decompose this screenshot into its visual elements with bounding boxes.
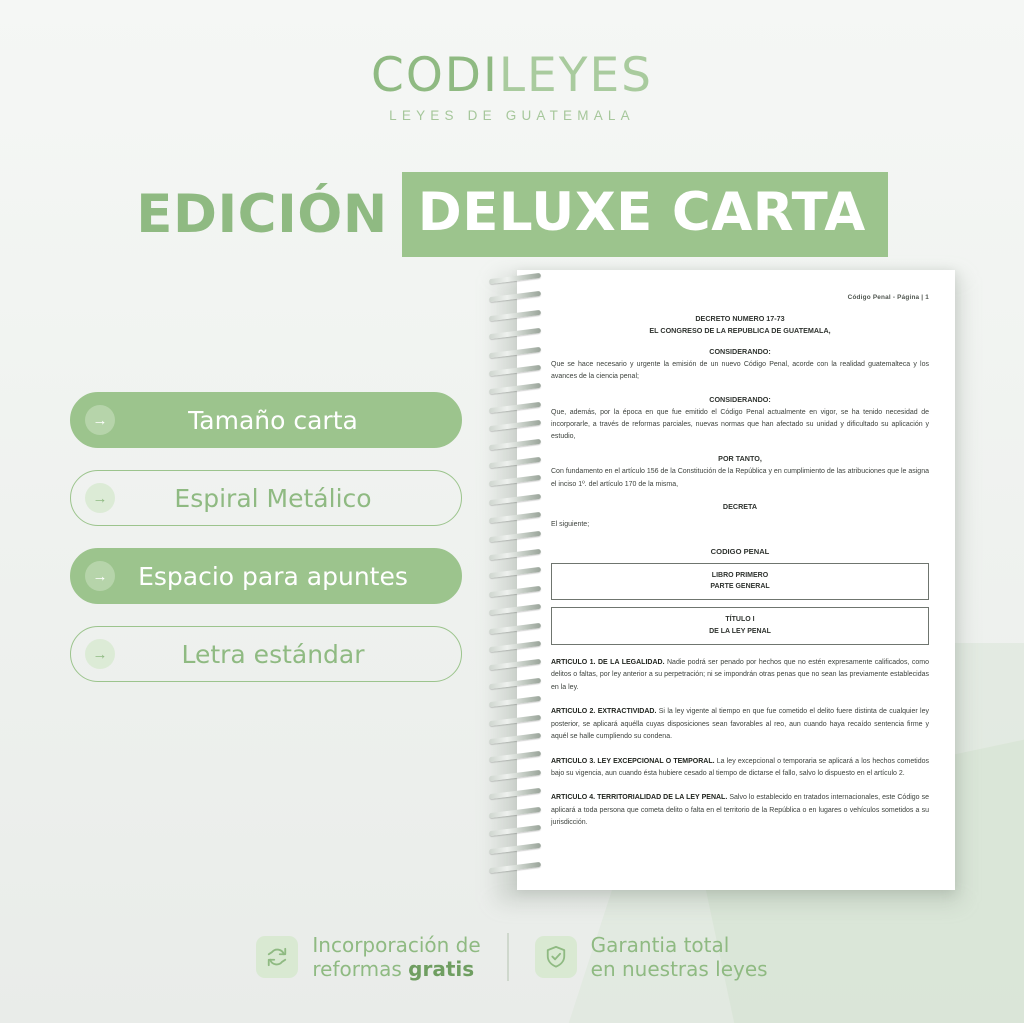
footer-divider xyxy=(507,933,509,981)
spiral-ring xyxy=(489,328,541,339)
badge-line1: Incorporación de xyxy=(312,933,481,957)
spiral-ring xyxy=(489,622,541,633)
headline-deluxe-carta: DELUXE CARTA xyxy=(402,172,888,257)
document-decreta-label: DECRETA xyxy=(722,501,758,511)
document-page xyxy=(517,270,955,890)
badge-reformas-gratis xyxy=(256,933,480,981)
feature-label: Letra estándar xyxy=(181,639,365,669)
badge-text xyxy=(312,933,480,981)
badge-garantia-total xyxy=(535,933,768,981)
document-article-text: Salvo lo establecido en tratados internacionales, este Código se aplicará a toda persona que cometa delito o falta en el territorio de la República o en lugares o vehículos sometidos a su jurisdicción. xyxy=(551,794,930,827)
brand-title-part1: CODI xyxy=(371,48,499,103)
badge-line2: en nuestras leyes xyxy=(590,957,768,981)
document-article-heading: ARTICULO 4. TERRITORIALIDAD DE LA LEY PENAL. xyxy=(551,794,728,802)
spiral-binding xyxy=(487,276,551,886)
spiral-ring xyxy=(489,494,541,505)
document-decreta-text: El siguiente; xyxy=(551,520,590,528)
badge-line2-normal: reformas xyxy=(312,957,409,981)
spiral-ring xyxy=(489,291,541,302)
document-portanto-text: Con fundamento en el artículo 156 de la Constitución de la República y en cumplimiento de las atribuciones que le asigna el inciso 1º. del artículo 170 de la misma, xyxy=(551,468,929,488)
document-article-heading: ARTICULO 3. LEY EXCEPCIONAL O TEMPORAL. xyxy=(551,757,715,765)
spiral-ring xyxy=(489,641,541,652)
spiral-ring xyxy=(489,586,541,597)
document-article xyxy=(551,756,929,781)
document-decree-number: DECRETO NUMERO 17-73 xyxy=(695,314,785,323)
document-title-line2: DE LA LEY PENAL xyxy=(709,627,771,635)
brand-logo xyxy=(0,48,1024,123)
spiral-ring xyxy=(489,402,541,413)
spiral-ring xyxy=(489,788,541,799)
document-article-heading: ARTICULO 2. EXTRACTIVIDAD. xyxy=(551,708,657,716)
feature-item-espacio-para-apuntes[interactable] xyxy=(70,548,462,604)
document-portanto-label: POR TANTO, xyxy=(718,454,762,464)
arrow-right-icon: → xyxy=(85,561,115,591)
feature-label: Espacio para apuntes xyxy=(138,561,408,591)
document-article-text: La ley excepcional o temporaria se aplicará a los hechos cometidos bajo su vigencia, aun cuando ésta hubiere cesado al tiempo de dictarse el fallo, salvo lo dispuesto en el artículo 2. xyxy=(551,757,930,777)
brand-title-part2: LEYES xyxy=(498,48,653,103)
feature-item-tamano-carta[interactable] xyxy=(70,392,462,448)
document-considerando-2-text: Que, además, por la época en que fue emitido el Código Penal actualmente en vigor, se ha tenido necesidad de incorporarle, a través de reformas parciales, nuevas normas que han afectado su unidad y dificultado su aplicación y estudio, xyxy=(551,408,929,441)
spiral-ring xyxy=(489,770,541,781)
badge-text xyxy=(591,933,768,981)
document-article-text: Nadie podrá ser penado por hechos que no estén expresamente calificados, como delitos o faltas, por ley anterior a su perpetración; ni se impondrán otras penas que no sean las previamente establecidas en la ley. xyxy=(551,658,929,691)
arrow-right-icon: → xyxy=(85,483,115,513)
document-code-title: CODIGO PENAL xyxy=(710,547,770,557)
feature-list xyxy=(70,392,462,704)
document-article xyxy=(551,657,929,694)
brand-title xyxy=(0,48,1024,103)
shield-check-icon xyxy=(535,936,577,978)
spiral-ring xyxy=(489,567,541,578)
spiral-ring xyxy=(489,549,541,560)
spiral-ring xyxy=(489,383,541,394)
spiral-ring xyxy=(489,475,541,486)
brand-tagline: LEYES DE GUATEMALA xyxy=(389,108,635,123)
spiral-ring xyxy=(489,512,541,523)
document-article xyxy=(551,792,929,829)
badge-line1: Garantia total xyxy=(590,933,730,957)
spiral-ring xyxy=(489,420,541,431)
document-book-line1: LIBRO PRIMERO xyxy=(711,572,769,580)
spiral-ring xyxy=(489,733,541,744)
spiral-ring xyxy=(489,825,541,836)
spiral-ring xyxy=(489,273,541,284)
spiral-ring xyxy=(489,310,541,321)
spiral-ring xyxy=(489,438,541,449)
spiral-ring xyxy=(489,457,541,468)
document-book-box xyxy=(551,563,929,600)
document-considerando-2-label: CONSIDERANDO: xyxy=(709,394,771,404)
spiral-ring xyxy=(489,862,541,873)
arrow-right-icon: → xyxy=(85,639,115,669)
spiral-ring xyxy=(489,659,541,670)
footer-badges xyxy=(0,933,1024,981)
spiral-ring xyxy=(489,843,541,854)
page-title xyxy=(0,172,1024,257)
spiral-ring xyxy=(489,530,541,541)
document-article-text: Si la ley vigente al tiempo en que fue cometido el delito fuere distinta de cualquier ley posterior, se aplicará aquélla cuyas disposiciones sean favorables al reo, aun cuando haya recaído sentencia firme y aquél se halle cumpliendo su condena. xyxy=(551,708,929,741)
document-running-header: Código Penal - Página | 1 xyxy=(847,294,929,301)
spiral-ring xyxy=(489,806,541,817)
spiral-ring xyxy=(489,604,541,615)
arrow-right-icon: → xyxy=(85,405,115,435)
feature-label: Espiral Metálico xyxy=(174,483,372,513)
document-considerando-1-text: Que se hace necesario y urgente la emisión de un nuevo Código Penal, acorde con la realidad guatemalteca y los avances de la ciencia penal; xyxy=(551,361,929,381)
book-preview xyxy=(487,270,955,895)
spiral-ring xyxy=(489,678,541,689)
feature-item-letra-estandar[interactable] xyxy=(70,626,462,682)
refresh-icon xyxy=(256,936,298,978)
headline-edition: EDICIÓN xyxy=(136,184,388,245)
spiral-ring xyxy=(489,696,541,707)
spiral-ring xyxy=(489,714,541,725)
document-book-line2: PARTE GENERAL xyxy=(710,583,770,591)
spiral-ring xyxy=(489,346,541,357)
document-article xyxy=(551,706,929,743)
feature-item-espiral-metalico[interactable] xyxy=(70,470,462,526)
document-considerando-1-label: CONSIDERANDO: xyxy=(709,347,771,357)
document-title-line1: TÍTULO I xyxy=(725,616,755,624)
document-article-heading: ARTICULO 1. DE LA LEGALIDAD. xyxy=(551,658,665,666)
feature-label: Tamaño carta xyxy=(188,405,358,435)
document-congress: EL CONGRESO DE LA REPUBLICA DE GUATEMALA, xyxy=(649,325,831,335)
badge-line2-bold: gratis xyxy=(408,957,475,981)
spiral-ring xyxy=(489,751,541,762)
document-title-box xyxy=(551,607,929,644)
spiral-ring xyxy=(489,365,541,376)
